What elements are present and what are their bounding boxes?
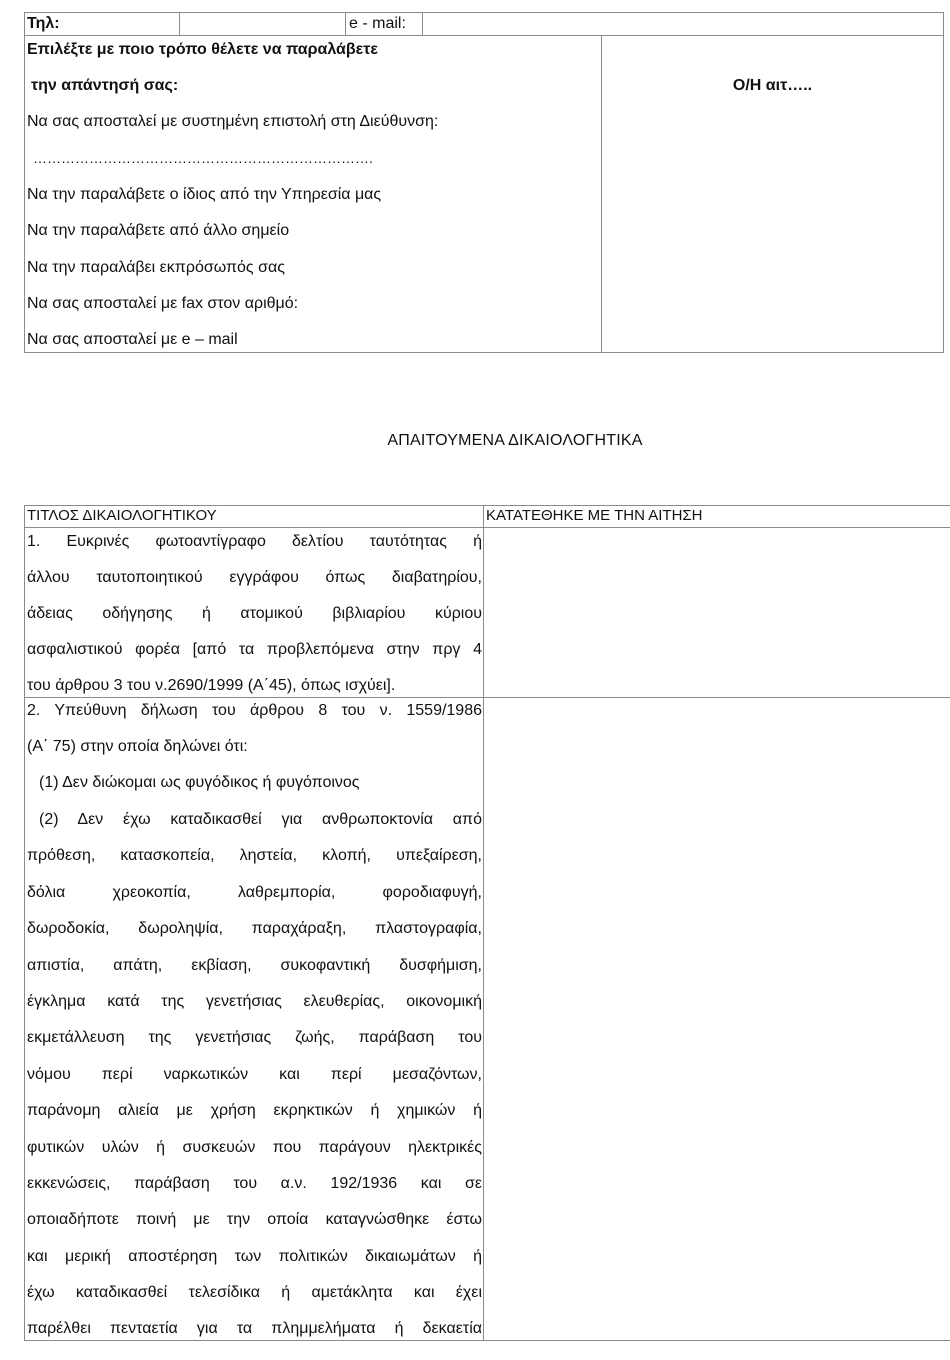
item2-line: και μερική αποστέρηση των πολιτικών δικαιωμάτων ή: [27, 1248, 482, 1265]
border: [24, 505, 25, 1341]
email-field[interactable]: [426, 14, 936, 34]
item1-line: άλλου ταυτοποιητικού εγγράφου όπως διαβατηρίου,: [27, 569, 482, 586]
item2-line: φυτικών υλών ή συσκευών που παράγουν ηλεκτρικές: [27, 1139, 482, 1156]
border: [24, 35, 944, 36]
border: [179, 12, 180, 35]
item2-line: (Α΄ 75) στην οποία δηλώνει ότι:: [27, 738, 248, 755]
delivery-prompt-line1: Επιλέξτε με ποιο τρόπο θέλετε να παραλάβετε: [27, 41, 378, 58]
item2-line: (1) Δεν διώκομαι ως φυγόδικος ή φυγόποινος: [39, 774, 360, 791]
delivery-option-representative[interactable]: Να την παραλάβει εκπρόσωπός σας: [27, 259, 285, 276]
border: [24, 12, 25, 353]
item2-line: δόλια χρεοκοπία, λαθρεμπορία, φοροδιαφυγή,: [27, 884, 482, 901]
border: [24, 12, 944, 13]
border: [24, 697, 950, 698]
email-label: e - mail:: [349, 15, 406, 32]
item1-line: 1. Ευκρινές φωτοαντίγραφο δελτίου ταυτότητας ή: [27, 533, 482, 550]
item2-line: έχω καταδικασθεί τελεσίδικα ή αμετάκλητα και έχει: [27, 1284, 482, 1301]
delivery-option-registered-mail[interactable]: Να σας αποσταλεί με συστημένη επιστολή στη Διεύθυνση:: [27, 113, 439, 130]
delivery-prompt-line2: την απάντησή σας:: [31, 77, 179, 94]
item2-line: 2. Υπεύθυνη δήλωση του άρθρου 8 του ν. 1559/1986: [27, 702, 482, 719]
border: [24, 527, 950, 528]
item2-line: απιστία, απάτη, εκβίαση, συκοφαντική δυσφήμιση,: [27, 957, 482, 974]
item1-line: του άρθρου 3 του ν.2690/1999 (Α΄45), όπως ισχύει].: [27, 677, 396, 694]
item2-line: νόμου περί ναρκωτικών και περί μεσαζόντων,: [27, 1066, 482, 1083]
border: [483, 505, 484, 1341]
phone-field[interactable]: [240, 14, 340, 34]
border: [24, 1340, 950, 1341]
item1-line: ασφαλιστικού φορέα [από τα προβλεπόμενα στην πργ 4: [27, 641, 482, 658]
item2-line: παρέλθει πενταετία για τα πλημμελήματα ή δεκαετία: [27, 1320, 482, 1337]
header-document-title: ΤΙΤΛΟΣ ΔΙΚΑΙΟΛΟΓΗΤΙΚΟΥ: [27, 507, 217, 524]
item2-line: δωροδοκία, δωροληψία, παραχάραξη, πλαστογραφία,: [27, 920, 482, 937]
item2-line: παράνομη αλιεία με χρήση εκρηκτικών ή χημικών ή: [27, 1102, 482, 1119]
item2-line: εκμετάλλευση της γενετήσιας ζωής, παράβαση του: [27, 1029, 482, 1046]
border: [943, 12, 944, 353]
border: [345, 12, 346, 35]
phone-label: Τηλ:: [27, 15, 60, 32]
item2-line: πρόθεση, κατασκοπεία, ληστεία, κλοπή, υπεξαίρεση,: [27, 847, 482, 864]
applicant-signature: Ο/Η αιτ…..: [732, 77, 813, 94]
item2-line: οποιαδήποτε ποινή με την οποία καταγνώσθηκε έστω: [27, 1211, 482, 1228]
item2-line: (2) Δεν έχω καταδικασθεί για ανθρωποκτονία από: [39, 811, 482, 828]
item1-submitted-cell[interactable]: [486, 530, 948, 695]
delivery-option-other-point[interactable]: Να την παραλάβετε από άλλο σημείο: [27, 222, 290, 239]
delivery-option-in-person[interactable]: Να την παραλάβετε ο ίδιος από την Υπηρεσία μας: [27, 186, 382, 203]
item1-line: άδειας οδήγησης ή ατομικού βιβλιαρίου κύριου: [27, 605, 482, 622]
item2-submitted-cell[interactable]: [486, 700, 948, 1338]
delivery-option-email[interactable]: Να σας αποσταλεί με e – mail: [27, 331, 238, 348]
border: [422, 12, 423, 35]
delivery-option-fax[interactable]: Να σας αποσταλεί με fax στον αριθμό:: [27, 295, 299, 312]
border: [24, 352, 944, 353]
border: [24, 505, 950, 506]
item2-line: έγκλημα κατά της γενετήσιας ελευθερίας, οικονομική: [27, 993, 482, 1010]
item2-line: εκκενώσεις, παράβαση του α.ν. 192/1936 και σε: [27, 1175, 482, 1192]
header-submitted: ΚΑΤΑΤΕΘΗΚΕ ΜΕ ΤΗΝ ΑΙΤΗΣΗ: [486, 507, 703, 524]
address-dotted-line[interactable]: ……………………………………………………………….: [33, 150, 373, 166]
section-title: ΑΠΑΙΤΟΥΜΕΝΑ ΔΙΚΑΙΟΛΟΓΗΤΙΚΑ: [387, 432, 643, 449]
